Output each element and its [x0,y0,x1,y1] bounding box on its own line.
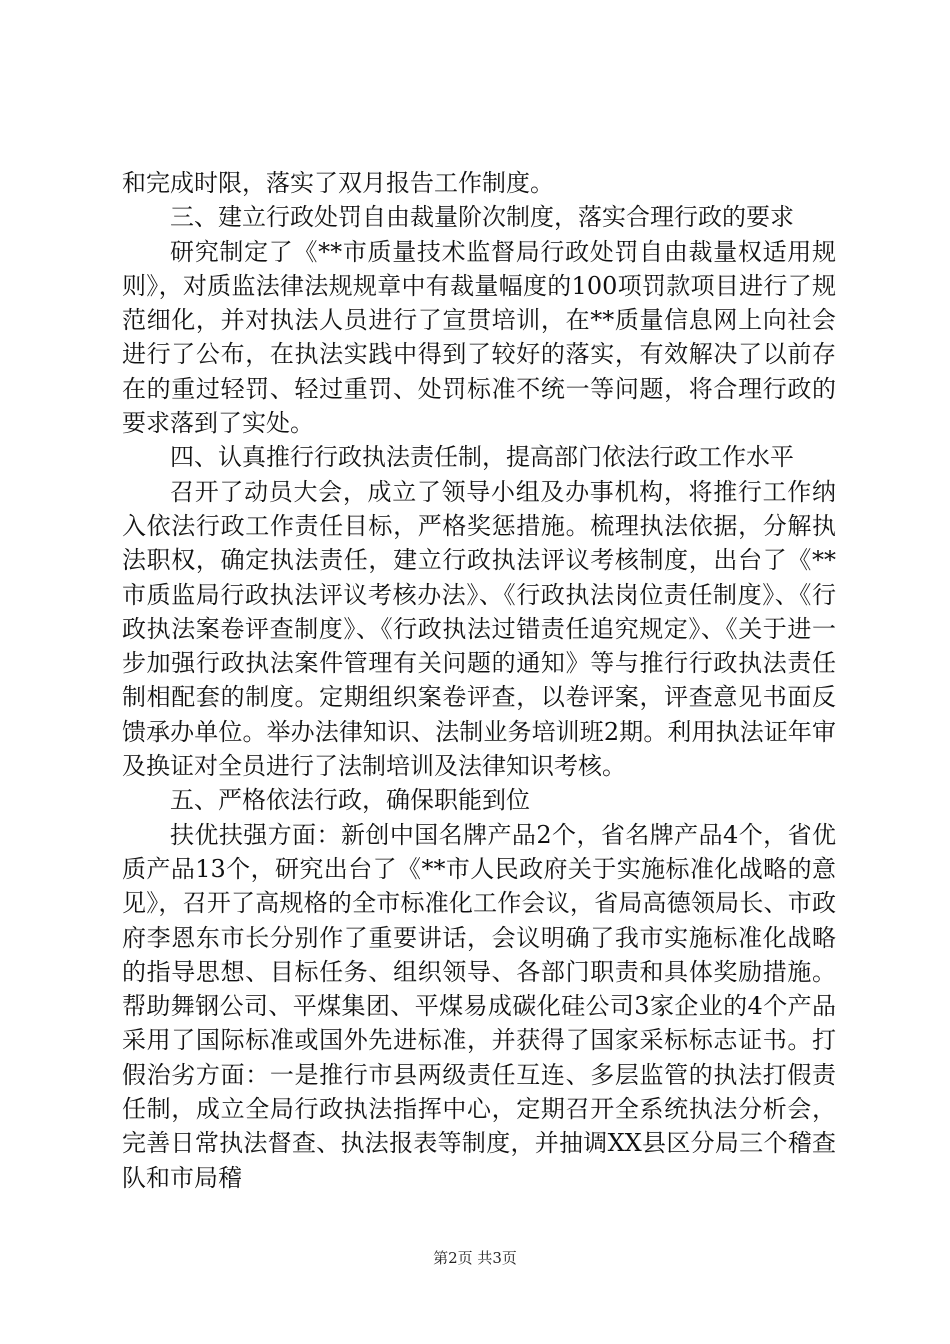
paragraph-section-4: 召开了动员大会，成立了领导小组及办事机构，将推行工作纳入依法行政工作责任目标，严格奖惩措施。梳理执法依据，分解执法职权，确定执法责任，建立行政执法评议考核制度，出台了《**市质监局行政执法评议考核办法》、《行政执法岗位责任制度》、《行政执法案卷评查制度》、《行政执法过错责任追究规定》、《关于进一步加强行政执法案件管理有关问题的通知》等与推行行政执法责任制相配套的制度。定期组织案卷评查，以卷评案，评查意见书面反馈承办单位。举办法律知识、法制业务培训班2期。利用执法证年审及换证对全员进行了法制培训及法律知识考核。 [122,477,836,781]
section-heading-4: 四、认真推行行政执法责任制，提高部门依法行政工作水平 [170,443,794,472]
page-footer: 第2页 共3页 [433,1249,517,1267]
paragraph-continuation: 和完成时限，落实了双月报告工作制度。 [122,169,554,197]
paragraph-section-3: 研究制定了《**市质量技术监督局行政处罚自由裁量权适用规则》，对质监法律法规规章中有裁量幅度的100项罚款项目进行了规范细化，并对执法人员进行了宣贯培训，在**质量信息网上向社会进行了公布，在执法实践中得到了较好的落实，有效解决了以前存在的重过轻罚、轻过重罚、处罚标准不统一等问题，将合理行政的要求落到了实处。 [122,237,836,438]
paragraph-section-5: 扶优扶强方面：新创中国名牌产品2个，省名牌产品4个，省优质产品13个，研究出台了《**市人民政府关于实施标准化战略的意见》，召开了高规格的全市标准化工作会议，省局高德领局长、市政府李恩东市长分别作了重要讲话，会议明确了我市实施标准化战略的指导思想、目标任务、组织领导、各部门职责和具体奖励措施。帮助舞钢公司、平煤集团、平煤易成碳化硅公司3家企业的4个产品采用了国际标准或国外先进标准，并获得了国家采标标志证书。打假治劣方面：一是推行市县两级责任互连、多层监管的执法打假责任制，成立全局行政执法指挥中心，定期召开全系统执法分析会，完善日常执法督查、执法报表等制度，并抽调XX县区分局三个稽查队和市局稽 [122,820,836,1192]
section-heading-3: 三、建立行政处罚自由裁量阶次制度，落实合理行政的要求 [170,203,794,232]
section-heading-5: 五、严格依法行政，确保职能到位 [170,786,530,815]
document-body [122,166,836,1195]
